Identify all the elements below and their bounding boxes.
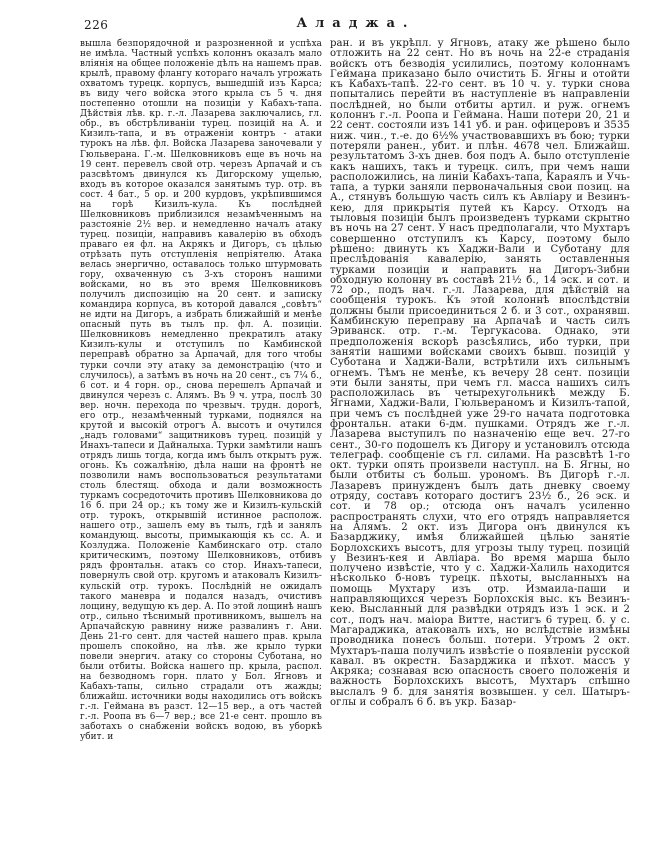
page-number: 226 xyxy=(84,18,109,32)
page-header xyxy=(80,16,632,34)
text-column-left: вышла безпорядочной и разрозненной и успѣха не имѣла. Частный успѣхъ колоннъ оказалъ мало вліянія на общее положеніе дѣлъ на нашемъ прав. крылѣ, правому флангу котораго началъ угрожать охватомъ турецк. корпусъ, вышедшій изъ Карса; въ виду чего войска этого крыла съ 5 ч. дня постепенно отошли на позиціи у Кабахъ-тапа. Дѣйствія лѣв. кр. г.-л. Лазарева заключались, гл. обр., въ обстрѣливаніи турец. позицій на А. и Кизилъ-тапа, и въ отраженіи контръ - атаки турокъ на лѣв. фл. Войска Лазарева заночевали у Гюльверана. Г.-м. Шелковниковъ еще въ ночь на 19 сент. перевелъ свой отр. черезъ Арпачай и съ разсвѣтомъ двинулся къ Дигорскому ущелью, входъ въ которое оказался занятымъ тур. отр. въ сост. 4 бат., 5 ор. и 200 курдовъ, укрѣпившимся на горѣ Кизилъ-кула. Къ послѣдней Шелковниковъ приблизился незамѣченнымъ на разстояніе 2½ вер. и немедленно началъ атаку турец. позиціи, направивъ кавалерію въ обходъ праваго ея фл. на Акрякъ и Дигоръ, съ цѣлью отрѣзать путь отступленія непріятелю. Атака велась энергично, оставалось только штурмовать гору, охваченную съ 3-хъ сторонъ нашими войсками, но въ это время Шелковниковъ получилъ диспозицію на 20 сент. и записку командира корпуса, въ которой давался „совѣтъ“ не идти на Дигоръ, а избрать ближайшій и менѣе опасный путь въ тылъ пр. фл. А. позиціи. Шелковниковъ немедленно прекратилъ атаку Кизилъ-кулы и отступилъ по Камбинской переправѣ обратно за Арпачай, для того чтобы турки сочли эту атаку за демонстрацію (что и случилось), а затѣмъ въ ночь на 20 сент., съ 7¼ б., 6 сот. и 4 горн. ор., снова перешелъ Арпачай и двинулся черезъ с. Алямъ. Въ 9 ч. утра, послѣ 30 вер. ночн. перехода по чрезвыч. трудн. дорогѣ, его отр., незамѣченный турками, поднялся на крутой и высокій отрогъ А. высотъ и очутился „надъ головами“ защитниковъ турец. позицій у Инахъ-тапеси и Дайналыха. Турки замѣтили нашъ отрядъ лишь тогда, когда имъ былъ открытъ руж. огонь. Къ сожалѣнію, дѣла наши на фронтѣ не позволили намъ воспользоваться результатами столь блестящ. обхода и дали возможность туркамъ сосредоточить противъ Шелковникова до 16 б. при 24 ор.; къ тому же и Кизилъ-кульскій отр. турокъ, открывшій истинное располож. нашего отр., зашелъ ему въ тылъ, гдѣ и занялъ командующ. высоты, примыкающія къ сс. А. и Козлуджа. Положеніе Камбинскаго отр. стало критическимъ, поэтому Шелковниковъ, отбивъ рядъ фронтальн. атакъ со стор. Инахъ-тапеси, повернулъ свой отр. кругомъ и атаковалъ Кизилъ-кульскій отр. турокъ. Послѣдній не ожидалъ такого маневра и подался назадъ, очистивъ лощину, ведущую къ дер. А. По этой лощинѣ нашъ отр., сильно тѣснимый противникомъ, вышелъ на Арпачайскую равнину ниже развалинъ г. Ани. День 21-го сент. для частей нашего прав. крыла прошелъ спокойно, на лѣв. же крыло турки повели энергич. атаку со стороны Суботана, но были отбиты. Войска нашего пр. крыла, распол. на безводномъ горн. плато у Бол. Ягновъ и Кабахъ-тапы, сильно страдали отъ жажды; ближайш. источники воды находились отъ войскъ г.-л. Геймана въ разст. 12—15 вер., а отъ частей г.-л. Роопа въ 6—7 вер.; все 21-е сент. прошло въ заботахъ о снабженіи войскъ водою, въ уборкѣ убит. и xyxy=(80,39,322,743)
text-column-right: ран. и въ укрѣпл. у Ягновъ, атаку же рѣшено было отложить на 22 сент. Но въ ночь на 22-е страданія войскъ отъ безводія усилились, поэтому колоннамъ Геймана приказано было очистить Б. Ягны и отойти къ Кабахъ-тапѣ. 22-го сент. въ 10 ч. у. турки снова попытались перейти въ наступленіе въ направленіи послѣдней, но были отбиты артил. и руж. огнемъ колоннъ г.-л. Роопа и Геймана. Наши потери 20, 21 и 22 сент. состояли изъ 141 уб. и ран. офицеровъ и 3535 ниж. чин., т.-е. до 6½% участвовавшихъ въ бою; турки потеряли ранен., убит. и плѣн. 4678 чел. Ближайш. результатомъ 3-хъ днев. боя подъ А. было отступленіе какъ нашихъ, такъ и турецк. силъ, при чемъ наши расположились, на линіи Кабахъ-тапа, Караялъ и Учь-тапа, а турки заняли первоначальныя свои позиц. на А., стянувъ большую часть силъ къ Авліару и Везинъ-кею, для прикрытія путей къ Карсу. Отходъ на тыловыя позиціи былъ произведенъ турками скрытно въ ночь на 27 сент. У насъ предполагали, что Мухтаръ совершенно отступилъ къ Карсу, поэтому было рѣшено: двинуть къ Хаджи-Вали и Суботану для преслѣдованія кавалерію, занять оставленныя турками позиціи и направить на Дигоръ-Зибни обходную колонну въ составѣ 21½ б., 14 эск. и сот. и 72 ор., подъ нач. г.-л. Лазарева, для дѣйствій на сообщенія турокъ. Къ этой колоннѣ впослѣдствіи должны были присоединиться 2 б. и 3 сот., охранявш. Камбинскую переправу на Арпачаѣ и часть силъ Эриванск. отр. г.-м. Тергукасова. Однако, эти предположенія вскорѣ разсѣялись, ибо турки, при занятіи нашими войсками своихъ бывш. позицій у Суботана и Хаджи-Вали, встрѣтили ихъ сильнымъ огнемъ. Тѣмъ не менѣе, къ вечеру 28 сент. позиціи эти были заняты, при чемъ гл. масса нашихъ силъ расположилась въ четырехугольникѣ между Б. Ягнами, Хаджи-Вали, Гюльвераномъ и Кизилъ-тапой, при чемъ съ послѣдней уже 29-го начата подготовка фронтальн. атаки 6-дм. пушками. Отрядъ же г.-л. Лазарева выступилъ по назначенію еще веч. 27-го сент., 30-го подошелъ къ Дигору и установилъ отсюда телеграф. сообщеніе съ гл. силами. На разсвѣтѣ 1-го окт. турки опять произвели наступл. на Б. Ягны, но были отбиты съ больш. урономъ. Въ Дигорѣ г.-л. Лазаревъ принужденъ былъ дать дневку своему отряду, составъ котораго достигъ 23½ б., 26 эск. и сот. и 78 ор.; отсюда онъ началъ усиленно распространять слухи, что его отрядъ направляется на Алямъ. 2 окт. изъ Дигора онъ двинулся къ Базарджику, имѣя ближайшей цѣлью занятіе Борлохскихъ высотъ, для угрозы тылу турец. позицій у Везинъ-кея и Авліара. Во время марша было получено извѣстіе, что у с. Хаджи-Халиль находится нѣсколько б-новъ турецк. пѣхоты, высланныхъ на помощь Мухтару изъ отр. Измаила-паши и направляющихся черезъ Борлохскія выс. къ Везинъ-кею. Высланный для развѣдки отрядъ изъ 1 эск. и 2 сот., подъ нач. маіора Витте, настигъ 6 турец. б. у с. Магараджика, атаковалъ ихъ, но вслѣдствіе измѣны проводника понесъ больш. потери. Утромъ 2 окт. Мухтаръ-паша получилъ извѣстіе о появленіи русской кавал. въ окрестн. Базарджика и пѣхот. массъ у Акряка; сознавая всю опасность своего положенія и важность Борлохскихъ высотъ, Мухтаръ спѣшно выслалъ 9 б. для занятія возвышен. у сел. Шатыръ-оглы и собралъ 6 б. въ укр. Базар- xyxy=(330,38,630,708)
text-block xyxy=(80,39,630,742)
page-title: Аладжа. xyxy=(296,16,416,31)
